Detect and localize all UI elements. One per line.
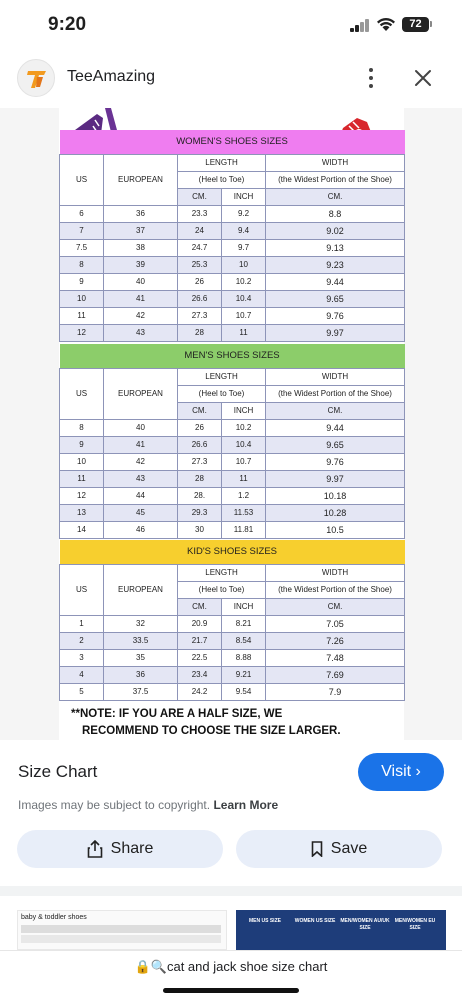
- cell-cm: 26.6: [178, 436, 222, 453]
- half-size-note: [71, 706, 341, 740]
- cell-width-cm: 7.69: [266, 666, 405, 683]
- length-header: LENGTH: [178, 154, 266, 171]
- us-header: US: [60, 368, 104, 419]
- cell-us: 6: [60, 205, 104, 222]
- visit-label: Visit: [381, 763, 412, 780]
- cell-us: 2: [60, 632, 104, 649]
- length-header: LENGTH: [178, 564, 266, 581]
- cell-width-cm: 9.97: [266, 470, 405, 487]
- cell-eu: 33.5: [104, 632, 178, 649]
- mens-table-title: MEN'S SHOES SIZES: [60, 344, 405, 368]
- cm-header: CM.: [178, 402, 222, 419]
- cell-eu: 38: [104, 239, 178, 256]
- cell-eu: 36: [104, 205, 178, 222]
- cell-eu: 43: [104, 324, 178, 341]
- table-row: [60, 307, 405, 324]
- table-row: [60, 324, 405, 341]
- wifi-icon: [376, 16, 396, 32]
- cell-inch: 11: [222, 324, 266, 341]
- cell-inch: 9.4: [222, 222, 266, 239]
- battery-indicator: 72: [402, 17, 429, 32]
- status-bar: [0, 0, 462, 50]
- widest-portion-header: (the Widest Portion of the Shoe): [266, 385, 405, 402]
- cell-width-cm: 9.02: [266, 222, 405, 239]
- copyright-notice: [18, 798, 278, 812]
- cell-cm: 29.3: [178, 504, 222, 521]
- visit-button[interactable]: [358, 753, 444, 791]
- cell-us: 12: [60, 487, 104, 504]
- cell-cm: 23.3: [178, 205, 222, 222]
- womens-size-table: [59, 130, 405, 342]
- save-label: Save: [330, 840, 368, 857]
- related-header-2: WOMEN US SIZE: [294, 918, 336, 924]
- cell-width-cm: 10.28: [266, 504, 405, 521]
- cell-width-cm: 9.44: [266, 273, 405, 290]
- european-header: EUROPEAN: [104, 564, 178, 615]
- table-row: [60, 649, 405, 666]
- lock-icon: 🔒: [134, 959, 151, 974]
- share-icon: [87, 840, 103, 858]
- length-header: LENGTH: [178, 368, 266, 385]
- note-line-1: **NOTE: IF YOU ARE A HALF SIZE, WE: [71, 708, 283, 720]
- cell-us: 1: [60, 615, 104, 632]
- close-icon[interactable]: [410, 65, 436, 91]
- us-header: US: [60, 564, 104, 615]
- cell-inch: 10.7: [222, 307, 266, 324]
- cell-cm: 23.4: [178, 666, 222, 683]
- mens-rows: [60, 419, 405, 538]
- copyright-text: Images may be subject to copyright.: [18, 798, 211, 812]
- cell-eu: 44: [104, 487, 178, 504]
- cell-eu: 37: [104, 222, 178, 239]
- battery-nub: [430, 21, 432, 27]
- width-header: WIDTH: [266, 154, 405, 171]
- search-query[interactable]: [0, 959, 462, 975]
- cell-us: 14: [60, 521, 104, 538]
- womens-table-title: WOMEN'S SHOES SIZES: [60, 130, 405, 154]
- cell-cm: 24.7: [178, 239, 222, 256]
- related-image-thumb: [21, 935, 221, 943]
- width-header: WIDTH: [266, 368, 405, 385]
- table-row: [60, 632, 405, 649]
- cell-width-cm: 7.48: [266, 649, 405, 666]
- cell-width-cm: 9.13: [266, 239, 405, 256]
- cell-width-cm: 7.26: [266, 632, 405, 649]
- cell-width-cm: 9.65: [266, 436, 405, 453]
- related-image-baby-toddler[interactable]: [17, 910, 227, 950]
- table-row: [60, 521, 405, 538]
- related-header-1: MEN US SIZE: [249, 918, 281, 924]
- cell-inch: 11.81: [222, 521, 266, 538]
- cell-cm: 22.5: [178, 649, 222, 666]
- search-icon: 🔍: [150, 959, 167, 974]
- cell-width-cm: 9.76: [266, 453, 405, 470]
- cell-eu: 42: [104, 307, 178, 324]
- table-row: [60, 453, 405, 470]
- cell-us: 9: [60, 436, 104, 453]
- address-bar[interactable]: [0, 950, 462, 1000]
- cell-us: 7.5: [60, 239, 104, 256]
- cell-inch: 9.21: [222, 666, 266, 683]
- cell-us: 7: [60, 222, 104, 239]
- cell-inch: 8.54: [222, 632, 266, 649]
- cell-inch: 10: [222, 256, 266, 273]
- note-line-2: RECOMMEND TO CHOOSE THE SIZE LARGER.: [82, 725, 341, 737]
- kids-rows: [60, 615, 405, 700]
- cell-cm: 26: [178, 419, 222, 436]
- cell-width-cm: 7.05: [266, 615, 405, 632]
- cm-header: CM.: [178, 598, 222, 615]
- site-name[interactable]: TeeAmazing: [67, 68, 156, 85]
- table-row: [60, 290, 405, 307]
- cm-header: CM.: [178, 188, 222, 205]
- cell-eu: 43: [104, 470, 178, 487]
- cell-us: 10: [60, 453, 104, 470]
- size-chart-image: [59, 108, 404, 740]
- save-button[interactable]: [236, 830, 442, 868]
- bookmark-icon: [311, 841, 323, 857]
- table-row: [60, 504, 405, 521]
- cell-inch: 10.4: [222, 436, 266, 453]
- cell-width-cm: 9.65: [266, 290, 405, 307]
- cell-us: 11: [60, 470, 104, 487]
- cell-width-cm: 9.97: [266, 324, 405, 341]
- cell-inch: 10.2: [222, 419, 266, 436]
- cell-width-cm: 8.8: [266, 205, 405, 222]
- cell-cm: 28: [178, 470, 222, 487]
- related-header-3: MEN/WOMEN AU/UK SIZE: [340, 918, 390, 931]
- cell-eu: 37.5: [104, 683, 178, 700]
- cell-us: 12: [60, 324, 104, 341]
- cell-us: 3: [60, 649, 104, 666]
- cell-us: 11: [60, 307, 104, 324]
- width-header: WIDTH: [266, 564, 405, 581]
- heel-to-toe-header: (Heel to Toe): [178, 581, 266, 598]
- womens-rows: [60, 205, 405, 341]
- cell-eu: 32: [104, 615, 178, 632]
- cell-cm: 30: [178, 521, 222, 538]
- related-image-thumb: [21, 925, 221, 933]
- cell-inch: 9.7: [222, 239, 266, 256]
- section-divider: [0, 886, 462, 896]
- cell-width-cm: 9.44: [266, 419, 405, 436]
- cell-eu: 42: [104, 453, 178, 470]
- cell-inch: 1.2: [222, 487, 266, 504]
- cell-inch: 8.88: [222, 649, 266, 666]
- result-title: Size Chart: [18, 762, 98, 781]
- inch-header: INCH: [222, 188, 266, 205]
- width-cm-header: CM.: [266, 402, 405, 419]
- cell-width-cm: 7.9: [266, 683, 405, 700]
- table-row: [60, 419, 405, 436]
- cell-inch: 10.7: [222, 453, 266, 470]
- width-cm-header: CM.: [266, 598, 405, 615]
- cell-us: 5: [60, 683, 104, 700]
- us-header: US: [60, 154, 104, 205]
- cellular-signal-icon: [350, 19, 370, 32]
- site-logo-icon: [17, 59, 55, 97]
- table-row: [60, 436, 405, 453]
- image-preview: [0, 108, 462, 740]
- cell-width-cm: 10.5: [266, 521, 405, 538]
- cell-cm: 28.: [178, 487, 222, 504]
- cell-eu: 39: [104, 256, 178, 273]
- table-row: [60, 683, 405, 700]
- cell-inch: 10.4: [222, 290, 266, 307]
- table-row: [60, 273, 405, 290]
- cell-cm: 26.6: [178, 290, 222, 307]
- mens-size-table: [59, 344, 405, 539]
- table-row: [60, 615, 405, 632]
- table-row: [60, 256, 405, 273]
- european-header: EUROPEAN: [104, 368, 178, 419]
- cell-cm: 26: [178, 273, 222, 290]
- more-options-icon[interactable]: [360, 65, 382, 91]
- cell-eu: 45: [104, 504, 178, 521]
- heel-to-toe-header: (Heel to Toe): [178, 385, 266, 402]
- cell-eu: 40: [104, 273, 178, 290]
- cell-cm: 24.2: [178, 683, 222, 700]
- cell-inch: 9.2: [222, 205, 266, 222]
- cell-eu: 41: [104, 436, 178, 453]
- related-header-4: MEN/WOMEN EU SIZE: [394, 918, 436, 931]
- kids-size-table: [59, 540, 405, 701]
- cell-cm: 25.3: [178, 256, 222, 273]
- table-row: [60, 239, 405, 256]
- cell-width-cm: 9.23: [266, 256, 405, 273]
- european-header: EUROPEAN: [104, 154, 178, 205]
- cell-cm: 27.3: [178, 307, 222, 324]
- clock: 9:20: [48, 14, 87, 35]
- cell-inch: 8.21: [222, 615, 266, 632]
- cell-us: 10: [60, 290, 104, 307]
- cell-inch: 10.2: [222, 273, 266, 290]
- cell-cm: 21.7: [178, 632, 222, 649]
- cell-inch: 9.54: [222, 683, 266, 700]
- cell-eu: 46: [104, 521, 178, 538]
- cell-eu: 40: [104, 419, 178, 436]
- cell-width-cm: 9.76: [266, 307, 405, 324]
- learn-more-link[interactable]: Learn More: [213, 798, 279, 812]
- share-button[interactable]: [17, 830, 223, 868]
- cell-us: 4: [60, 666, 104, 683]
- related-image-label: baby & toddler shoes: [21, 914, 87, 921]
- kids-table-title: KID'S SHOES SIZES: [60, 540, 405, 564]
- table-row: [60, 222, 405, 239]
- cell-us: 8: [60, 256, 104, 273]
- table-row: [60, 470, 405, 487]
- cell-cm: 28: [178, 324, 222, 341]
- heel-to-toe-header: (Heel to Toe): [178, 171, 266, 188]
- cell-us: 8: [60, 419, 104, 436]
- chevron-right-icon: ›: [415, 763, 421, 780]
- table-row: [60, 487, 405, 504]
- cell-eu: 36: [104, 666, 178, 683]
- widest-portion-header: (the Widest Portion of the Shoe): [266, 581, 405, 598]
- width-cm-header: CM.: [266, 188, 405, 205]
- table-row: [60, 205, 405, 222]
- inch-header: INCH: [222, 402, 266, 419]
- cell-inch: 11.53: [222, 504, 266, 521]
- table-row: [60, 666, 405, 683]
- cell-us: 9: [60, 273, 104, 290]
- cell-cm: 24: [178, 222, 222, 239]
- cell-eu: 35: [104, 649, 178, 666]
- result-header: [0, 55, 462, 101]
- related-image-size-table[interactable]: [236, 910, 446, 950]
- cell-cm: 27.3: [178, 453, 222, 470]
- inch-header: INCH: [222, 598, 266, 615]
- cell-eu: 41: [104, 290, 178, 307]
- cell-width-cm: 10.18: [266, 487, 405, 504]
- cell-inch: 11: [222, 470, 266, 487]
- query-text: cat and jack shoe size chart: [166, 959, 328, 974]
- cell-cm: 20.9: [178, 615, 222, 632]
- home-indicator[interactable]: [163, 988, 299, 993]
- cell-us: 13: [60, 504, 104, 521]
- share-label: Share: [110, 840, 154, 857]
- widest-portion-header: (the Widest Portion of the Shoe): [266, 171, 405, 188]
